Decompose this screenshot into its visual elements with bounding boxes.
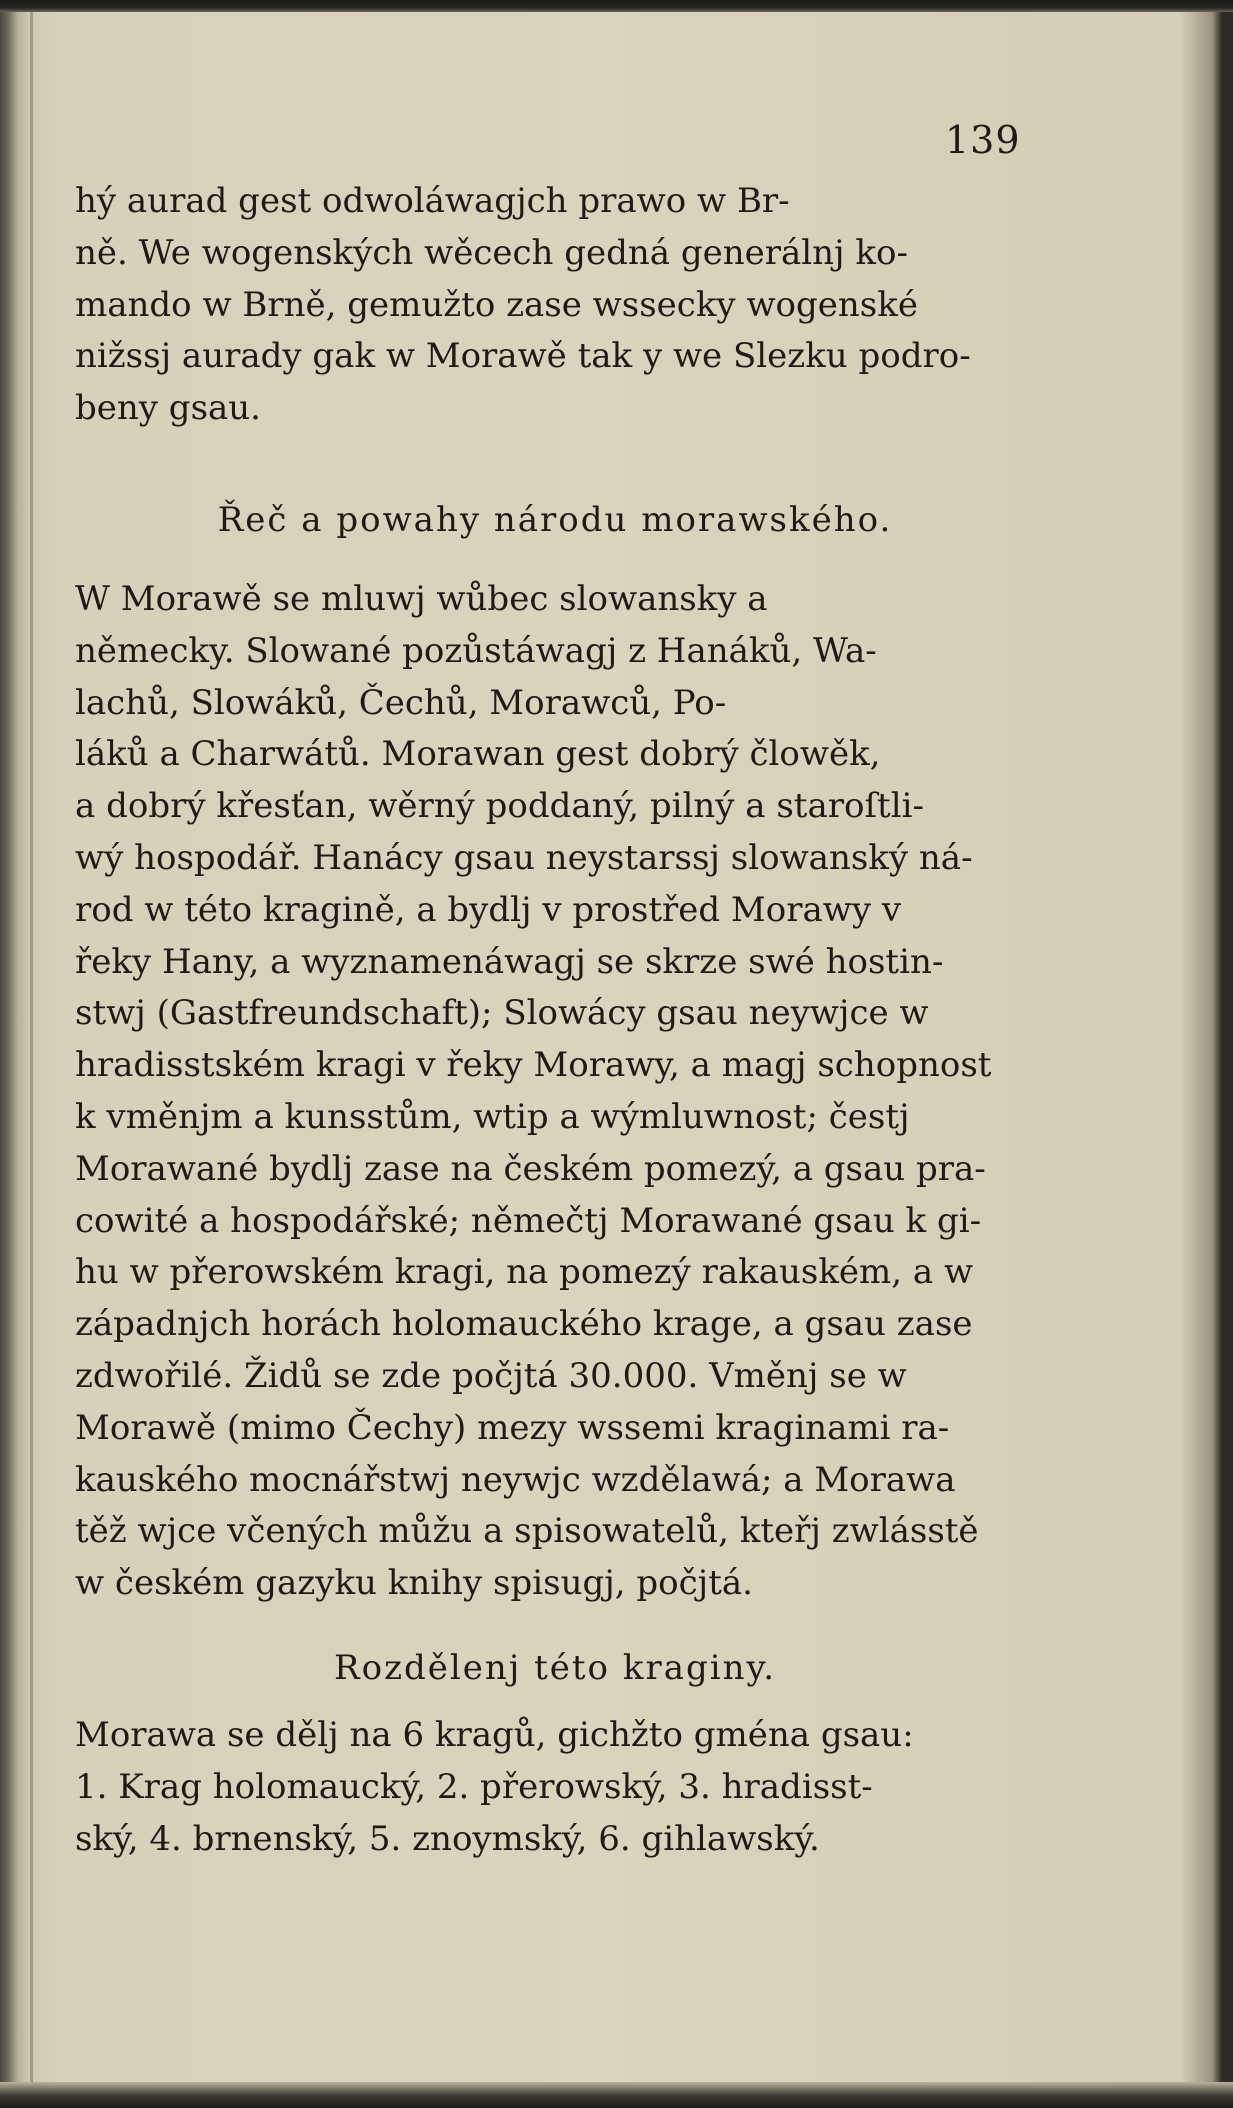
paragraph-2-line: wý hospodář. Hanácy gsau neystarssj slowanský ná- xyxy=(75,837,973,878)
paragraph-language-and-character xyxy=(75,574,1035,1610)
page-number: 139 xyxy=(945,118,1021,162)
scanner-top-edge xyxy=(0,0,1233,12)
paragraph-division-of-land xyxy=(75,1710,1035,1865)
paragraph-2-line: zdwořilé. Židů se zde počjtá 30.000. Vměnj se w xyxy=(75,1355,907,1396)
paragraph-3-line: 1. Krag holomaucký, 2. přerowský, 3. hradisst- xyxy=(75,1766,873,1807)
paragraph-2-line: Morawě (mimo Čechy) mezy wssemi kraginami ra- xyxy=(75,1407,950,1448)
paragraph-2-line: řeky Hany, a wyznamenáwagj se skrze swé hostin- xyxy=(75,941,944,982)
book-gutter xyxy=(30,12,33,2082)
paragraph-1-line: beny gsau. xyxy=(75,388,261,429)
paragraph-3-line: Morawa se dělj na 6 kragů, gichžto gména gsau: xyxy=(75,1715,914,1755)
paragraph-2-line: lachů, Slowáků, Čechů, Morawců, Po- xyxy=(75,682,727,723)
paragraph-2-line: láků a Charwátů. Morawan gest dobrý člowěk, xyxy=(75,734,881,775)
paragraph-2-line: hradisstském kragi v řeky Morawy, a magj schopnost xyxy=(75,1045,992,1086)
book-page xyxy=(75,110,1035,2010)
paragraph-2-line: w českém gazyku knihy spisugj, počjtá. xyxy=(75,1563,753,1604)
paragraph-2-line: kauského mocnářstwj neywjc wzdělawá; a Morawa xyxy=(75,1459,956,1500)
paragraph-1-line: hý aurad gest odwoláwagjch prawo w Br- xyxy=(75,181,790,221)
paragraph-2-line: stwj (Gastfreundschaft); Slowácy gsau neywjce w xyxy=(75,993,929,1034)
paragraph-2-line: německy. Slowané pozůstáwagj z Hanáků, Wa- xyxy=(75,630,877,671)
paragraph-2-line: Morawané bydlj zase na českém pomezý, a gsau pra- xyxy=(75,1148,986,1189)
paragraph-2-line: těž wjce včených můžu a spisowatelů, kteřj zwlásstě xyxy=(75,1511,979,1552)
paragraph-2-line: hu w přerowském kragi, na pomezý rakauském, a w xyxy=(75,1252,974,1293)
paragraph-1-line: nižssj aurady gak w Morawě tak y we Slezku podro- xyxy=(75,336,971,377)
paragraph-2-line: rod w této kragině, a bydlj v prostřed Morawy v xyxy=(75,889,902,930)
paragraph-2-line: W Morawě se mluwj wůbec slowansky a xyxy=(75,579,768,619)
paragraph-court-appeals xyxy=(75,176,1035,435)
heading-division-of-land: Rozdělenj této kraginy. xyxy=(334,1648,776,1688)
paragraph-3-line: ský, 4. brnenský, 5. znoymský, 6. gihlawský. xyxy=(75,1818,820,1859)
paragraph-1-line: ně. We wogenských wěcech gedná generálnj ko- xyxy=(75,232,908,273)
paragraph-1-line: mando w Brně, gemužto zase wssecky wogenské xyxy=(75,284,918,325)
paragraph-2-line: a dobrý křesťan, wěrný poddaný, pilný a staroſtli- xyxy=(75,786,924,827)
paragraph-2-line: západnjch horách holomauckého krage, a gsau zase xyxy=(75,1304,973,1345)
paragraph-2-line: cowité a hospodářské; němečtj Morawané gsau k gi- xyxy=(75,1200,982,1241)
heading-language-and-character: Řeč a powahy národu morawského. xyxy=(217,500,893,540)
paragraph-2-line: k vměnjm a kunsstům, wtip a wýmluwnost; čestj xyxy=(75,1096,910,1137)
scanner-bottom-edge xyxy=(0,2082,1233,2108)
